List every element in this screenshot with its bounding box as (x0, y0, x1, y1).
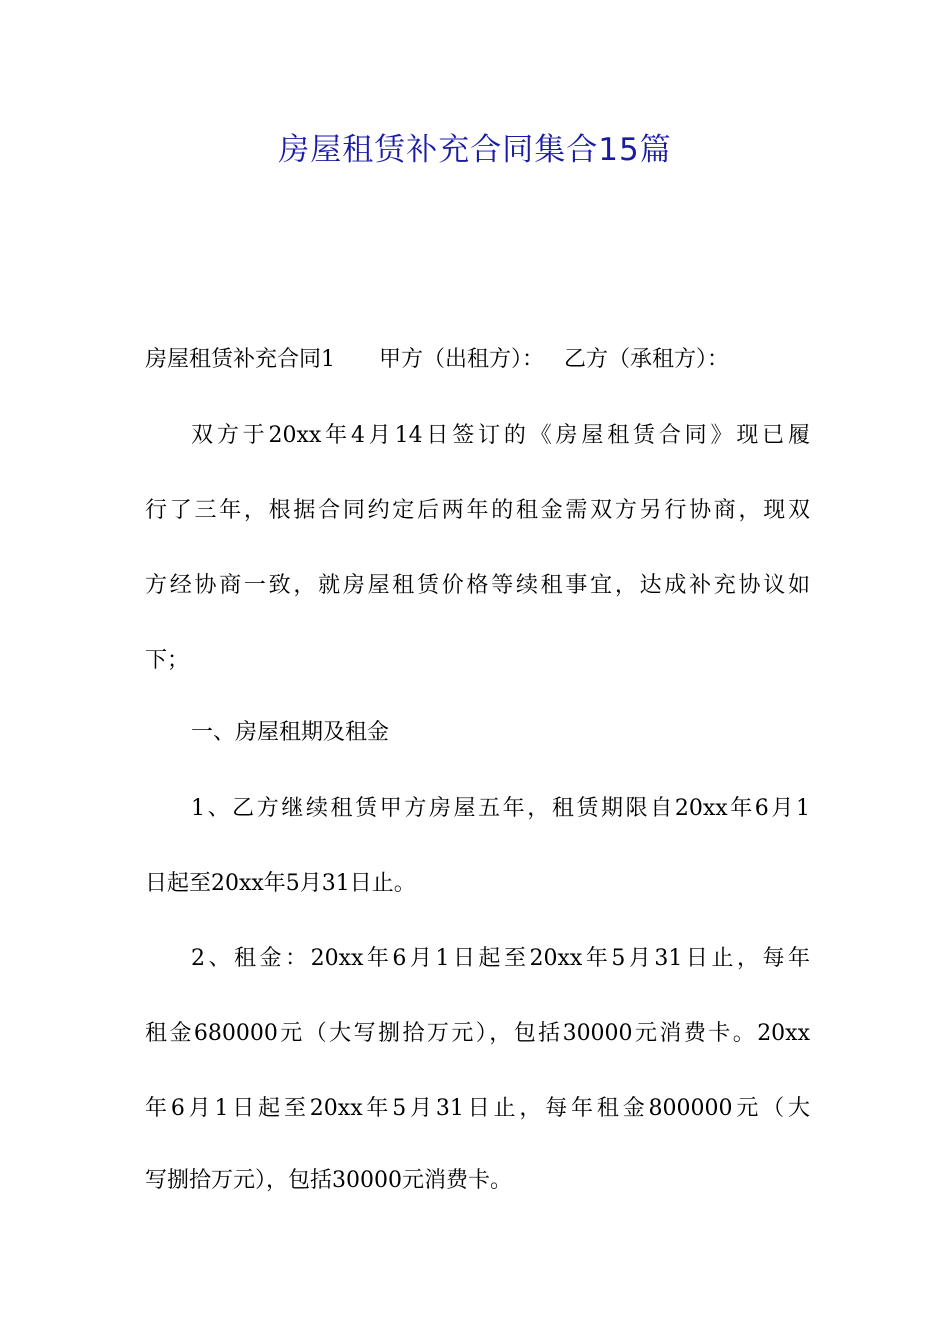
contract-heading-line (145, 345, 810, 375)
paragraph-line: 租金680000元（大写捌拾万元），包括30000元消费卡。20xx (145, 1021, 810, 1046)
paragraph-line: 行了三年，根据合同约定后两年的租金需双方另行协商，现双 (145, 498, 810, 523)
paragraph-line: 双方于20xx年4月14日签订的《房屋租赁合同》现已履 (191, 423, 810, 448)
contract-name: 房屋租赁补充合同1 (145, 347, 335, 372)
paragraph-line: 年6月1日起至20xx年5月31日止，每年租金800000元（大 (145, 1096, 810, 1121)
paragraph-line: 1、乙方继续租赁甲方房屋五年，租赁期限自20xx年6月1 (191, 796, 810, 821)
document-title: 房屋租赁补充合同集合15篇 (278, 132, 672, 168)
paragraph-line: 方经协商一致，就房屋租赁价格等续租事宜，达成补充协议如 (145, 573, 810, 598)
paragraph-line: 日起至20xx年5月31日止。 (145, 871, 416, 896)
party-b-label: 乙方（承租方）： (564, 347, 730, 372)
paragraph-line: 下； (145, 648, 190, 673)
section-heading: 一、房屋租期及租金 (191, 720, 390, 745)
paragraph-line: 2、租金：20xx年6月1日起至20xx年5月31日止，每年 (191, 946, 810, 971)
paragraph-line: 写捌拾万元），包括30000元消费卡。 (145, 1168, 512, 1193)
party-a-label: 甲方（出租方）： (379, 347, 545, 372)
